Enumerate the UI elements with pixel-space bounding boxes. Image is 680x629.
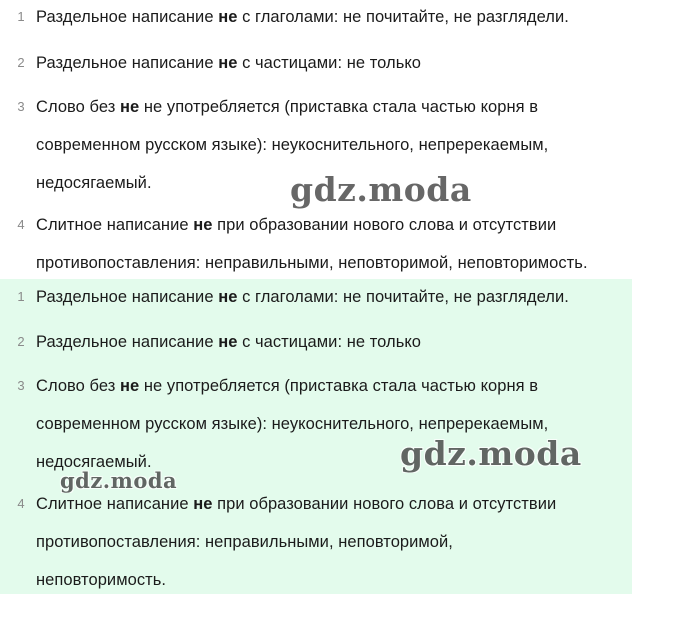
text-line: неповторимость. [36,571,167,589]
emphasis: не [119,377,140,395]
text-line: Раздельное написание не с частицами: не только [36,54,422,72]
item-number: 2 [17,55,25,70]
text-line: Слово без не не употребляется (приставка стала частью корня в [36,377,539,395]
item-number: 1 [17,9,25,24]
text-line: Раздельное написание не с глаголами: не почитайте, не разглядели. [36,288,569,306]
item-number: 4 [17,217,25,232]
item-text [36,485,628,599]
item-text [36,206,628,282]
item-number: 1 [17,289,25,304]
item-text [36,44,628,82]
text-line: недосягаемый. [36,174,152,192]
emphasis: не [218,54,238,72]
text-line: противопоставления: неправильными, неповторимой, неповторимость. [36,254,588,272]
item-number: 2 [17,334,25,349]
emphasis: не [193,495,213,513]
text-line: Раздельное написание не с частицами: не только [36,333,422,351]
text-line: недосягаемый. [36,453,152,471]
text-line: противопоставления: неправильными, неповторимой, [36,533,453,551]
emphasis: не [193,216,213,234]
item-number: 3 [17,99,25,114]
text-line: современном русском языке): неукоснительного, непререкаемым, [36,136,549,154]
item-number: 3 [17,378,25,393]
watermark: gdz.moda [400,434,582,473]
emphasis: не [218,8,238,26]
watermark: gdz.moda [290,170,472,209]
text-line: Слово без не не употребляется (приставка стала частью корня в [36,98,539,116]
emphasis: не [218,288,238,306]
item-text [36,0,628,36]
item-text [36,323,628,361]
emphasis: не [119,98,140,116]
watermark: gdz.moda [60,468,178,493]
item-number: 4 [17,496,25,511]
text-line: Слитное написание не при образовании нового слова и отсутствии [36,495,557,513]
text-line: современном русском языке): неукоснительного, непререкаемым, [36,415,549,433]
emphasis: не [218,333,238,351]
text-line: Слитное написание не при образовании нового слова и отсутствии [36,216,557,234]
text-line: Раздельное написание не с глаголами: не почитайте, не разглядели. [36,8,569,26]
item-text [36,278,628,316]
